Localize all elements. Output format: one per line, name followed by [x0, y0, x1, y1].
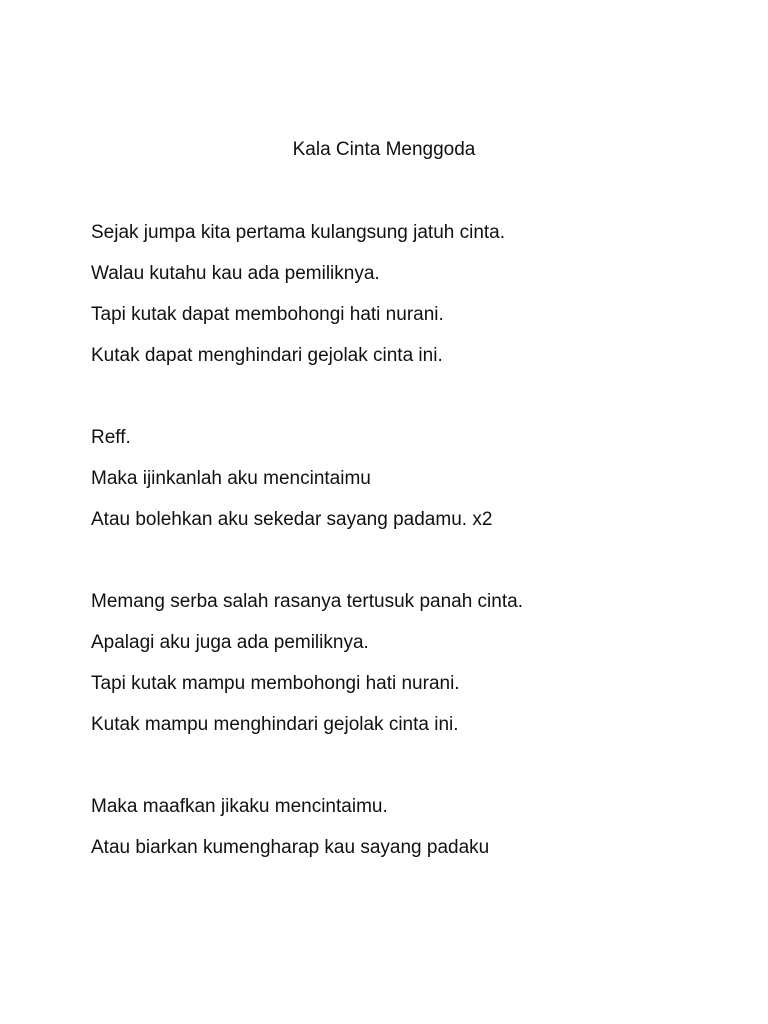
- lyric-line: Walau kutahu kau ada pemiliknya.: [91, 263, 380, 284]
- lyric-line: Atau bolehkan aku sekedar sayang padamu. x2: [91, 509, 493, 530]
- lyric-line: Maka maafkan jikaku mencintaimu.: [91, 796, 388, 817]
- lyric-line: Memang serba salah rasanya tertusuk panah cinta.: [91, 591, 523, 612]
- lyric-line: Kutak dapat menghindari gejolak cinta ini.: [91, 345, 443, 366]
- lyric-line: Atau biarkan kumengharap kau sayang padaku: [91, 837, 490, 858]
- lyric-line: Tapi kutak dapat membohongi hati nurani.: [91, 304, 444, 325]
- song-title: Kala Cinta Menggoda: [292, 139, 476, 160]
- reff-label: Reff.: [91, 427, 131, 448]
- lyric-line: Maka ijinkanlah aku mencintaimu: [91, 468, 371, 489]
- lyric-line: Tapi kutak mampu membohongi hati nurani.: [91, 673, 460, 694]
- lyric-line: Apalagi aku juga ada pemiliknya.: [91, 632, 369, 653]
- lyric-line: Sejak jumpa kita pertama kulangsung jatuh cinta.: [91, 222, 506, 243]
- lyric-line: Kutak mampu menghindari gejolak cinta ini.: [91, 714, 459, 735]
